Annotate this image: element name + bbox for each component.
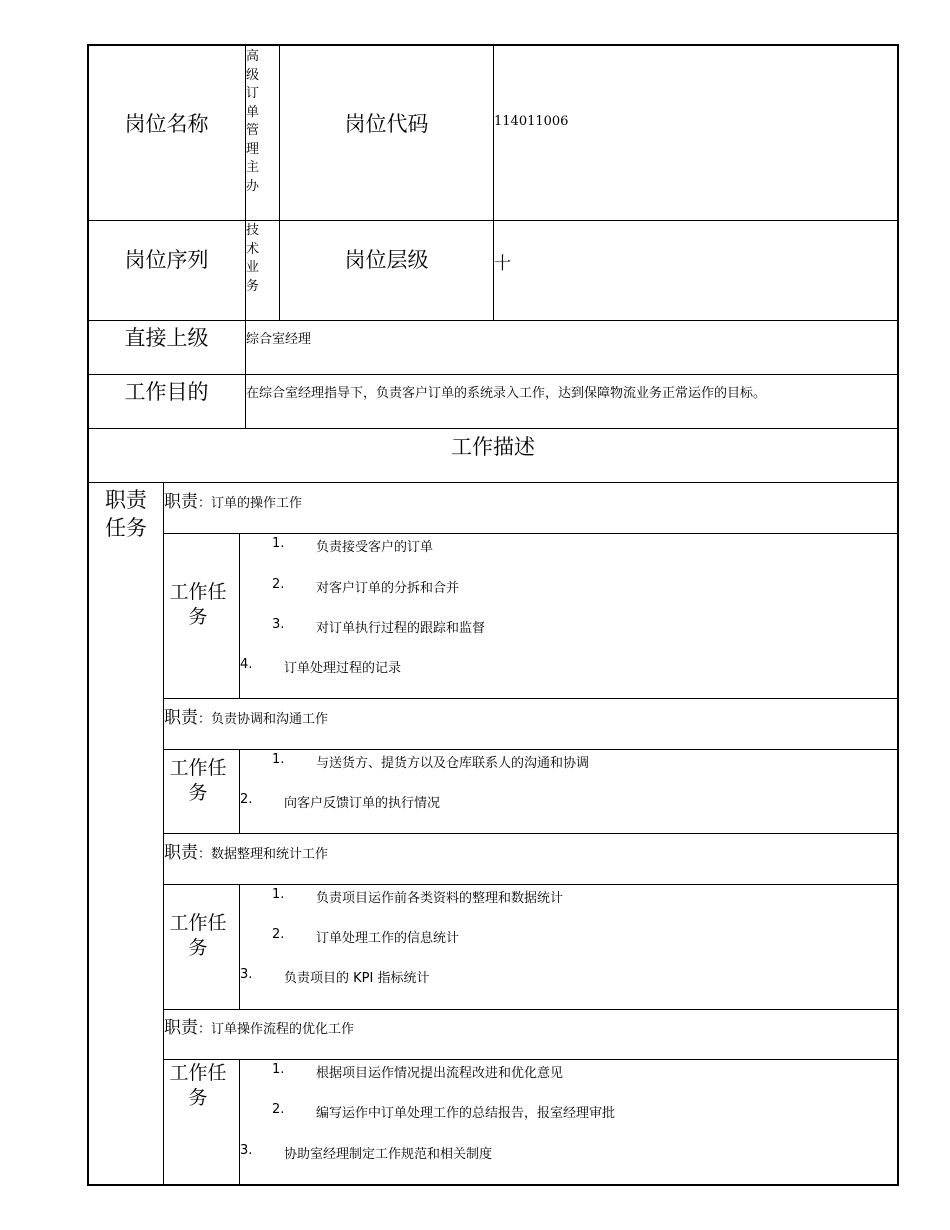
- task-num: 2.: [272, 927, 285, 942]
- row-divider: [163, 1059, 899, 1060]
- task-text: 负责接受客户的订单: [316, 540, 434, 555]
- work-description-title: 工作描述: [451, 435, 535, 459]
- superior-label: 直接上级: [124, 325, 209, 350]
- task-num: 1.: [272, 887, 285, 902]
- post-name-label: 岗位名称: [124, 111, 209, 136]
- table-border-left: [87, 44, 89, 1186]
- duty-prefix: 职责: [164, 1018, 198, 1038]
- duty-prefix: 职责: [164, 492, 198, 512]
- task-text: 协助室经理制定工作规范和相关制度: [284, 1147, 493, 1162]
- duty-title: [164, 487, 302, 512]
- duty-text: ：负责协调和沟通工作: [198, 712, 329, 727]
- table-border-bottom: [87, 1184, 899, 1186]
- task-num: 2.: [240, 792, 253, 807]
- duty-title: [164, 703, 328, 728]
- task-text: 对订单执行过程的跟踪和监督: [316, 621, 486, 636]
- task-num: 2.: [272, 577, 285, 592]
- row-divider: [163, 749, 899, 750]
- row-divider: [163, 698, 899, 699]
- task-text: 对客户订单的分拆和合并: [316, 581, 460, 596]
- duty-text: ：数据整理和统计工作: [198, 847, 329, 862]
- task-label: 工作任务: [169, 1062, 227, 1109]
- superior-value: 综合室经理: [246, 332, 312, 347]
- post-level-value: 十: [494, 254, 511, 274]
- task-label: 工作任务: [169, 912, 227, 959]
- task-num: 3.: [240, 1143, 253, 1158]
- duty-text: ：订单操作流程的优化工作: [198, 1022, 355, 1037]
- task-text: 负责项目运作前各类资料的整理和数据统计: [316, 891, 564, 906]
- duty-title: [164, 838, 328, 863]
- duties-tasks-label: 职责任务: [105, 488, 147, 540]
- post-code-label: 岗位代码: [344, 111, 429, 136]
- post-name-value: 高级订单管理主办: [246, 49, 260, 194]
- task-text: 订单处理过程的记录: [284, 661, 402, 676]
- col-divider: [239, 1059, 240, 1185]
- duty-text: ：订单的操作工作: [198, 496, 303, 511]
- task-label: 工作任务: [169, 581, 227, 628]
- duty-title: [164, 1013, 354, 1038]
- col-divider: [493, 44, 494, 321]
- post-level-label: 岗位层级: [344, 248, 429, 272]
- row-divider: [163, 533, 899, 534]
- purpose-label: 工作目的: [124, 379, 209, 404]
- duty-prefix: 职责: [164, 843, 198, 863]
- row-divider: [163, 884, 899, 885]
- task-text: 编写运作中订单处理工作的总结报告，报室经理审批: [316, 1106, 616, 1121]
- row-divider: [163, 1009, 899, 1010]
- task-text: 向客户反馈订单的执行情况: [284, 796, 441, 811]
- post-series-value: 技术业务: [246, 223, 260, 294]
- row-divider: [163, 833, 899, 834]
- col-divider: [239, 884, 240, 1009]
- duty-prefix: 职责: [164, 708, 198, 728]
- task-text: 根据项目运作情况提出流程改进和优化意见: [316, 1066, 564, 1081]
- post-series-label: 岗位序列: [124, 248, 209, 272]
- task-text: 与送货方、提货方以及仓库联系人的沟通和协调: [316, 756, 590, 771]
- task-label: 工作任务: [169, 757, 227, 804]
- task-text: 订单处理工作的信息统计: [316, 931, 460, 946]
- post-code-value: 114011006: [494, 114, 569, 129]
- purpose-value: 在综合室经理指导下，负责客户订单的系统录入工作，达到保障物流业务正常运作的目标。: [246, 386, 767, 401]
- task-num: 3.: [240, 967, 253, 982]
- row-divider: [87, 482, 899, 483]
- task-num: 1.: [272, 1062, 285, 1077]
- task-num: 3.: [272, 617, 285, 632]
- col-divider: [239, 533, 240, 699]
- task-num: 4.: [240, 657, 253, 672]
- task-num: 2.: [272, 1102, 285, 1117]
- task-num: 1.: [272, 536, 285, 551]
- task-num: 1.: [272, 752, 285, 767]
- table-border-right: [897, 44, 899, 1186]
- task-text: 负责项目的 KPI 指标统计: [284, 971, 430, 986]
